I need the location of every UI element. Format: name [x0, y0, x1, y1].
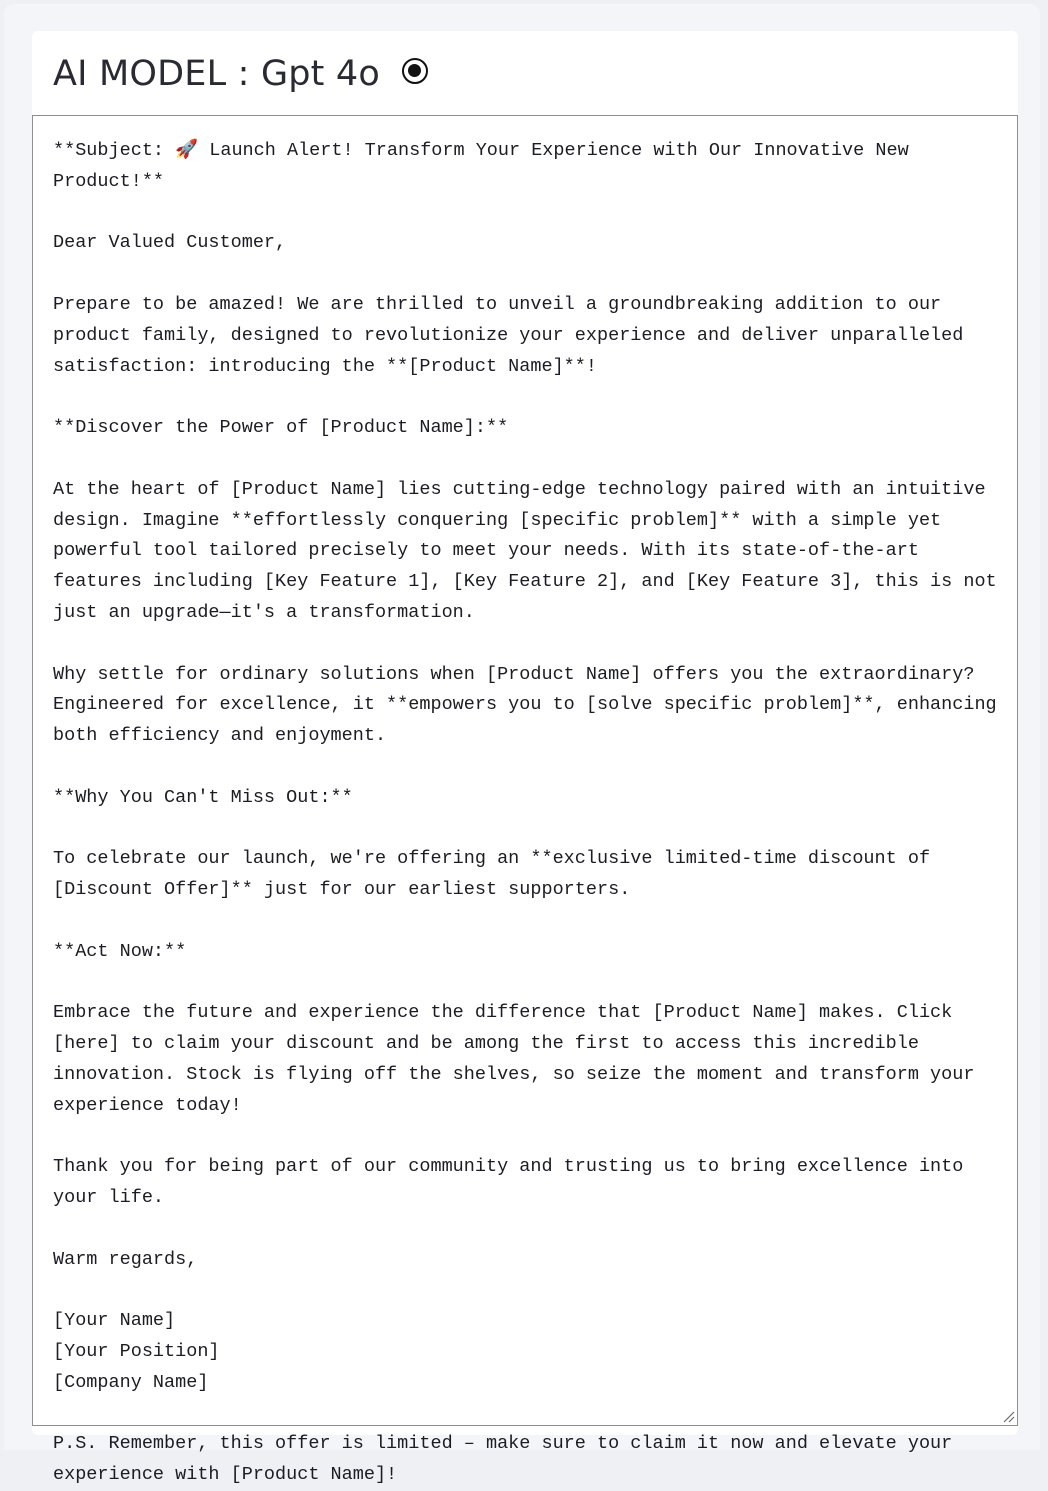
- model-radio-button[interactable]: [402, 58, 428, 84]
- card-header: [32, 31, 1018, 115]
- model-title: AI MODEL : Gpt 4o: [53, 54, 381, 94]
- model-card: [32, 31, 1018, 1486]
- email-textarea[interactable]: [32, 115, 1018, 1486]
- radio-selected-icon: [408, 64, 421, 77]
- page-background: [4, 4, 1040, 1486]
- email-body-text: **Subject: 🚀 Launch Alert! Transform Your Experience with Our Innovative New Product!** Dear Valued Customer, Prepare to be amazed! We are thrilled to unveil a groundbreaking addition to our product family, designed to revolutionize your experience and deliver unparalleled satisfaction: introducing the **[Product Name]**! **Discover the Power of [Product Name]:** At the heart of [Product Name] lies cutting-edge technology paired with an intuitive design. Imagine **effortlessly conquering [specific problem]** with a simple yet powerful tool tailored precisely to meet your needs. With its state-of-the-art features including [Key Feature 1], [Key Feature 2], and [Key Feature 3], this is not just an upgrade—it's a transformation. Why settle for ordinary solutions when [Product Name] offers you the extraordinary? Engineered for excellence, it **empowers you to [solve specific problem]**, enhancing both efficiency and enjoyment. **Why You Can't Miss Out:** To celebrate our launch, we're offering an **exclusive limited-time discount of [Discount Offer]** just for our earliest supporters. **Act Now:** Embrace the future and experience the difference that [Product Name] makes. Click [here] to claim your discount and be among the first to access this incredible innovation. Stock is flying off the shelves, so seize the moment and transform your experience today! Thank you for being part of our community and trusting us to bring excellence into your life. Warm regards, [Your Name] [Your Position] [Company Name] P.S. Remember, this offer is limited – make sure to claim it now and elevate your experience with [Product Name]!: [53, 140, 997, 1486]
- resize-grip-icon[interactable]: [1001, 1409, 1015, 1423]
